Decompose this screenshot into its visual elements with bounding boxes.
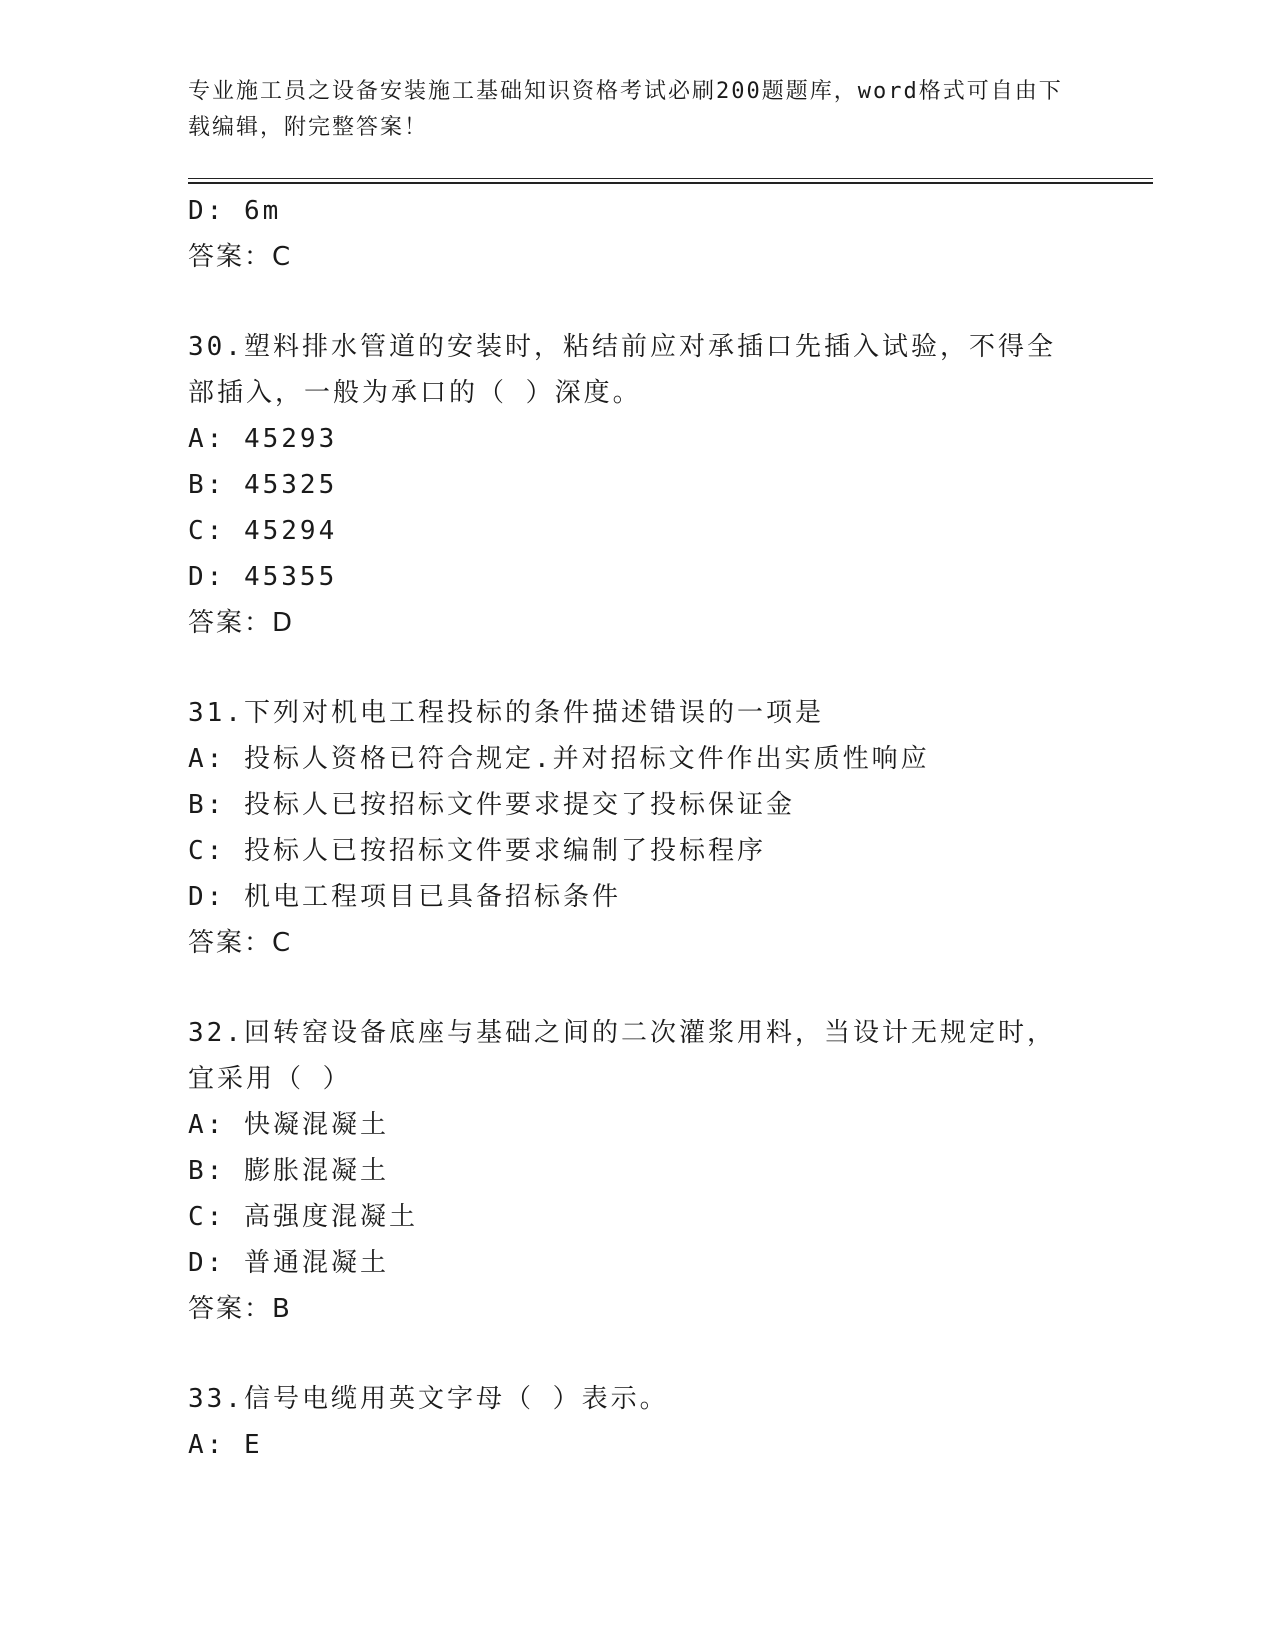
option-d: D: 普通混凝土	[188, 1248, 389, 1278]
option-b: B: 45325	[188, 470, 338, 500]
question-stem: 33.信号电缆用英文字母（ ）表示。	[188, 1384, 669, 1414]
previous-question-tail	[188, 188, 1088, 280]
question-33	[188, 1376, 1088, 1468]
option-d: D: 机电工程项目已具备招标条件	[188, 882, 621, 912]
question-stem: 30.塑料排水管道的安装时，粘结前应对承插口先插入试验，不得全部插入，一般为承口的（ ）深度。	[188, 332, 1056, 408]
option-c: C: 高强度混凝土	[188, 1202, 418, 1232]
option-a: A: 快凝混凝土	[188, 1110, 389, 1140]
question-list	[188, 188, 1088, 1468]
header-divider-top	[188, 178, 1153, 179]
header-divider-bottom	[188, 182, 1153, 184]
answer-line: 答案：C	[188, 242, 293, 272]
answer-line: 答案：B	[188, 1294, 292, 1324]
question-31	[188, 690, 1088, 966]
option-b: B: 膨胀混凝土	[188, 1156, 389, 1186]
option-a: A: 投标人资格已符合规定.并对招标文件作出实质性响应	[188, 744, 930, 774]
option-c: C: 45294	[188, 516, 338, 546]
answer-line: 答案：C	[188, 928, 293, 958]
option-d: D: 45355	[188, 562, 338, 592]
question-stem: 31.下列对机电工程投标的条件描述错误的一项是	[188, 698, 824, 728]
question-30	[188, 324, 1088, 646]
option-a: A: E	[188, 1430, 263, 1460]
document-header: 专业施工员之设备安装施工基础知识资格考试必刷200题题库，word格式可自由下载编辑，附完整答案！	[188, 79, 1063, 140]
answer-line: 答案：D	[188, 608, 295, 638]
question-32	[188, 1010, 1088, 1332]
option-c: C: 投标人已按招标文件要求编制了投标程序	[188, 836, 766, 866]
question-stem: 32.回转窑设备底座与基础之间的二次灌浆用料，当设计无规定时，宜采用（ ）	[188, 1018, 1056, 1094]
option-d: D: 6m	[188, 196, 282, 226]
option-b: B: 投标人已按招标文件要求提交了投标保证金	[188, 790, 795, 820]
option-a: A: 45293	[188, 424, 338, 454]
